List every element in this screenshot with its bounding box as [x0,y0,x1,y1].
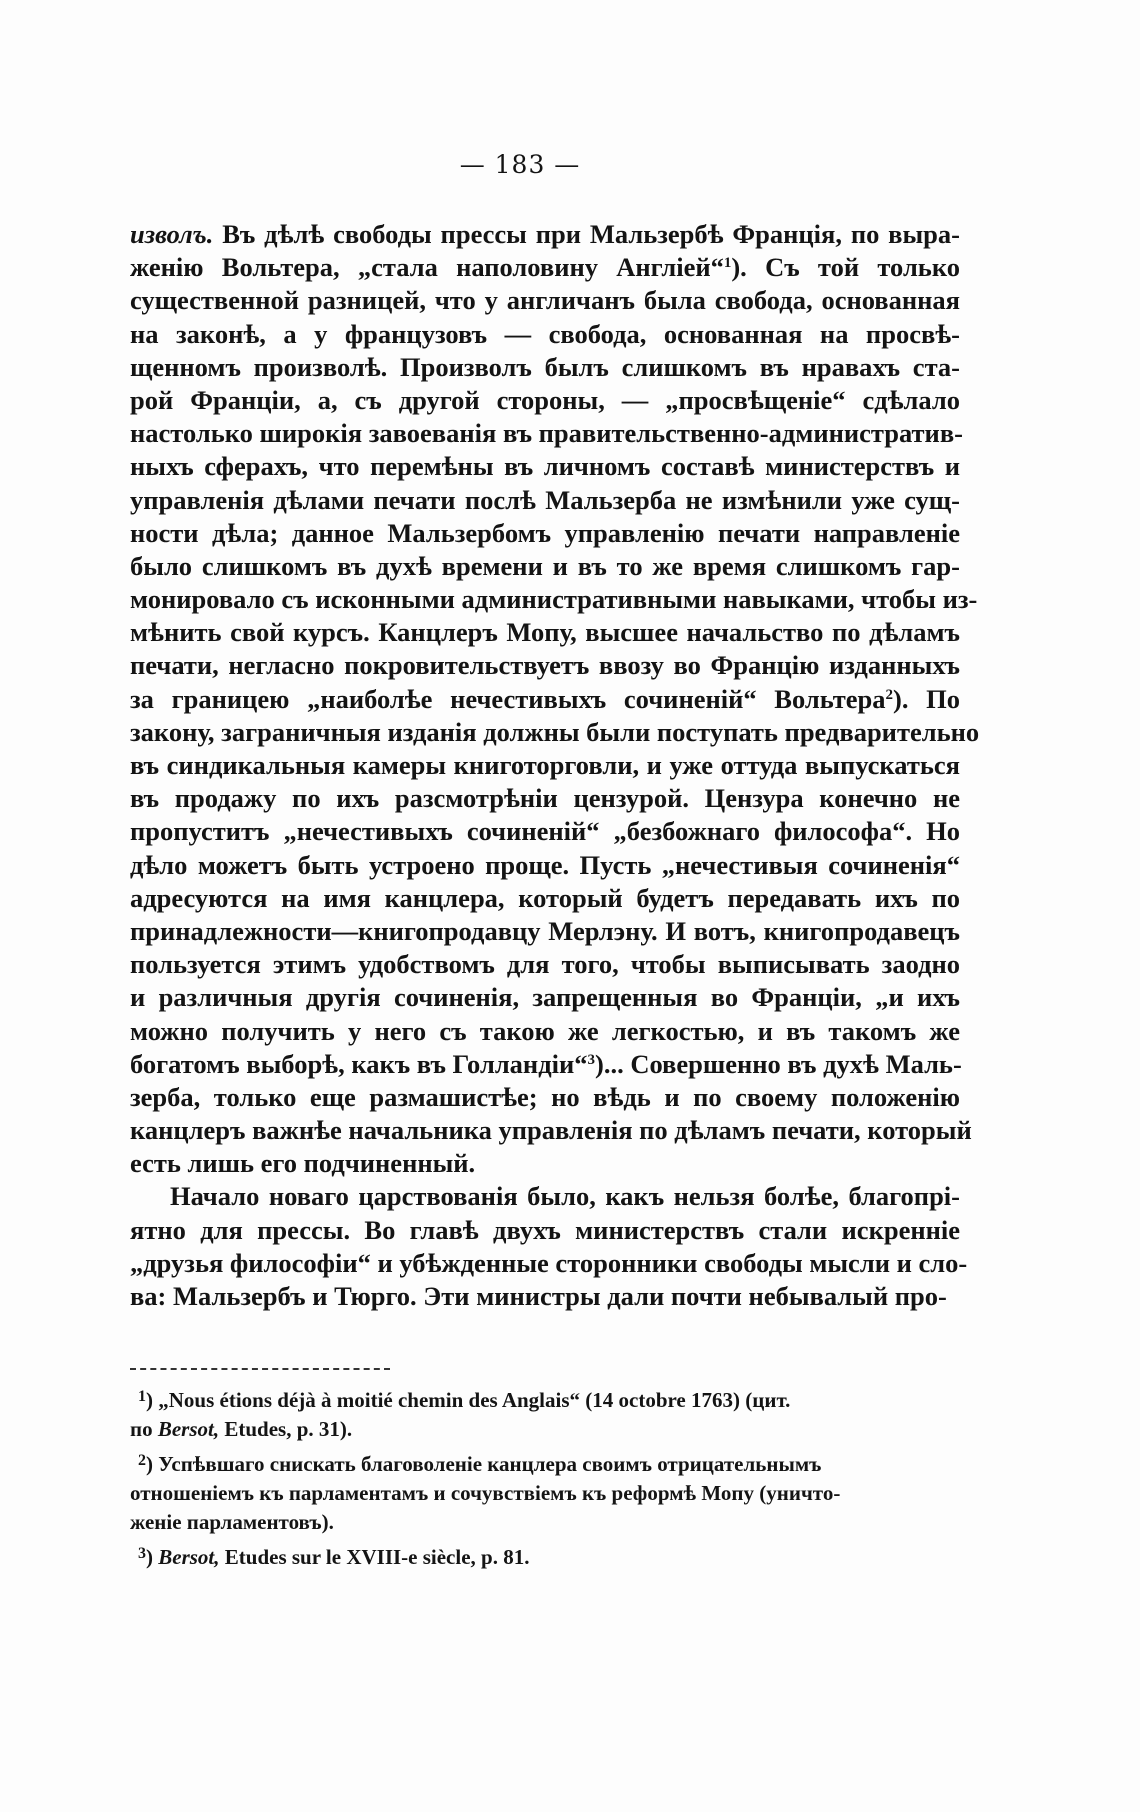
text-line [130,284,960,317]
text-line [130,1048,960,1081]
page-number: — 183 — [459,150,581,179]
text-line [130,484,960,517]
line-text: существенной разницей, что у англичанъ была свобода, основанная [130,285,960,316]
line-text-tail: ). Съ той только [731,252,960,283]
text-line [130,1180,960,1213]
line-text: пользуется этимъ удобствомъ для того, чтобы выписывать заодно [130,949,960,980]
footnote-text: отношеніемъ къ парламентамъ и сочувствіемъ къ реформѣ Мопу (уничто- [130,1481,841,1505]
line-text: принадлежности—книгопродавцу Мерлэну. И вотъ, книгопродавецъ [130,915,960,946]
line-text-tail: ). По [893,683,961,714]
line-text: Начало новаго царствованія было, какъ нельзя болѣе, благопрі- [170,1181,960,1212]
footnote-marker: 1 [138,1388,146,1405]
line-text: въ продажу по ихъ разсмотрѣніи цензурой. Цензура конечно не [130,783,960,814]
text-line [130,915,960,948]
line-text: адресуются на имя канцлера, который будетъ передавать ихъ по [130,882,960,913]
line-text: Въ дѣлѣ свободы прессы при Мальзербѣ Франція, по выра- [213,219,960,249]
text-line [130,450,960,483]
footnote-marker: 3 [138,1545,146,1562]
text-line [130,550,960,583]
text-line [130,749,960,782]
line-text: закону, заграничныя изданія должны были поступать предварительно [130,716,980,747]
line-text: канцлеръ важнѣе начальника управленія по дѣламъ печати, который [130,1115,972,1146]
line-text: ятно для прессы. Во главѣ двухъ министерствъ стали искренніе [130,1214,960,1245]
footnote-2 [130,1450,960,1537]
line-text: мѣнить свой курсъ. Канцлеръ Мопу, высшее начальство по дѣламъ [130,617,960,648]
footnote-line [130,1508,960,1537]
line-text: настолько широкія завоеванія въ правительственно-административ- [130,418,963,449]
line-text: рой Франціи, а, съ другой стороны, — „просвѣщеніе“ сдѣлало [130,384,960,415]
line-text: печати, негласно покровительствуетъ ввозу во Францію изданныхъ [130,650,960,681]
footnote-line [130,1415,960,1444]
text-line [130,417,963,450]
footnote-reference: 3 [587,1051,595,1068]
line-text: на законѣ, а у французовъ — свобода, основанная на просвѣ- [130,318,960,349]
text-line [130,649,960,682]
line-text: зерба, только еще размашистѣе; но вѣдь и по своему положенію [130,1081,960,1112]
main-text [130,218,980,1313]
line-text: ности дѣла; данное Мальзербомъ управленію печати направленіе [130,517,960,548]
text-line [130,683,960,716]
text-line [130,517,960,550]
footnote-reference: 2 [885,686,894,703]
footnote-1 [130,1386,960,1444]
footnote-prefix: по [130,1417,158,1441]
text-line [130,1015,960,1048]
footnote-text: ) „Nous étions déjà à moitié chemin des Anglais“ (14 octobre 1763) (цит. [146,1388,791,1412]
line-text: управленія дѣлами печати послѣ Мальзерба не измѣнили уже сущ- [130,484,960,515]
text-line [130,1081,960,1114]
footnote-line [130,1386,960,1415]
line-text: щенномъ произволѣ. Произволъ былъ слишкомъ въ нравахъ ста- [130,351,960,382]
footnote-line [130,1479,960,1508]
footnote-separator [130,1368,390,1370]
footnote-line [130,1450,960,1479]
line-text: пропуститъ „нечестивыхъ сочиненій“ „безбожнаго философа“. Но [130,816,960,847]
text-line [130,318,960,351]
text-line [130,1114,972,1147]
line-text: ва: Мальзербъ и Тюрго. Эти министры дали почти небывалый про- [130,1281,947,1311]
line-text: „друзья философіи“ и убѣжденные сторонники свободы мысли и сло- [130,1247,968,1278]
footnote-text: ) Успѣвшаго снискать благоволеніе канцлера своимъ отрицательнымъ [146,1452,822,1476]
text-line [130,882,960,915]
text-line [130,849,960,882]
text-line [130,1280,960,1313]
line-text: можно получить у него съ такою же легкостью, и въ такомъ же [130,1015,960,1046]
text-line [130,981,960,1014]
paragraph-1 [130,218,980,1180]
text-line [130,218,960,251]
text-line [130,716,980,749]
line-text-tail: )... Совершенно въ духѣ Маль- [595,1048,962,1079]
footnotes [130,1386,960,1578]
line-text: въ синдикальныя камеры книготорговли, и уже оттуда выпускаться [130,750,960,780]
text-line [130,384,960,417]
footnote-reference: 1 [723,255,732,272]
line-text: было слишкомъ въ духѣ времени и въ то же время слишкомъ гар- [130,550,960,581]
footnote-text: женіе парламентовъ). [130,1510,334,1534]
text-line [130,782,960,815]
text-line [130,251,960,284]
footnote-3 [130,1543,960,1572]
text-line [130,351,960,384]
line-text: за границею „наиболѣе нечестивыхъ сочиненій“ Вольтера [130,683,886,714]
text-line [130,948,960,981]
italic-word: изволъ. [130,219,214,249]
line-text: богатомъ выборѣ, какъ въ Голландіи“ [130,1048,588,1079]
author-name: Bersot, [157,1417,220,1441]
paragraph-2 [130,1180,968,1313]
footnote-text: Etudes sur le XVIII-e siècle, p. 81. [219,1545,530,1569]
author-name: Bersot, [158,1545,220,1569]
line-text: монировало съ исконными административными навыками, чтобы из- [130,584,978,615]
line-text: ныхъ сферахъ, что перемѣны въ личномъ составѣ министерствъ и [130,451,960,482]
footnote-prefix: ) [146,1545,159,1569]
footnote-marker: 2 [138,1452,146,1469]
line-text: дѣло можетъ быть устроено проще. Пусть „нечестивыя сочиненія“ [130,849,960,880]
line-text: и различныя другія сочиненія, запрещенныя во Франціи, „и ихъ [130,982,960,1013]
text-line [130,616,960,649]
text-line [130,1214,960,1247]
line-text: женію Вольтера, „стала наполовину Англіей“ [130,252,724,283]
text-line [130,1247,968,1280]
line-text: есть лишь его подчиненный. [130,1148,476,1179]
text-line [130,815,960,848]
text-line [130,583,978,616]
footnote-text: Etudes, p. 31). [219,1417,353,1441]
footnote-line [130,1543,960,1572]
text-line [130,1147,960,1180]
